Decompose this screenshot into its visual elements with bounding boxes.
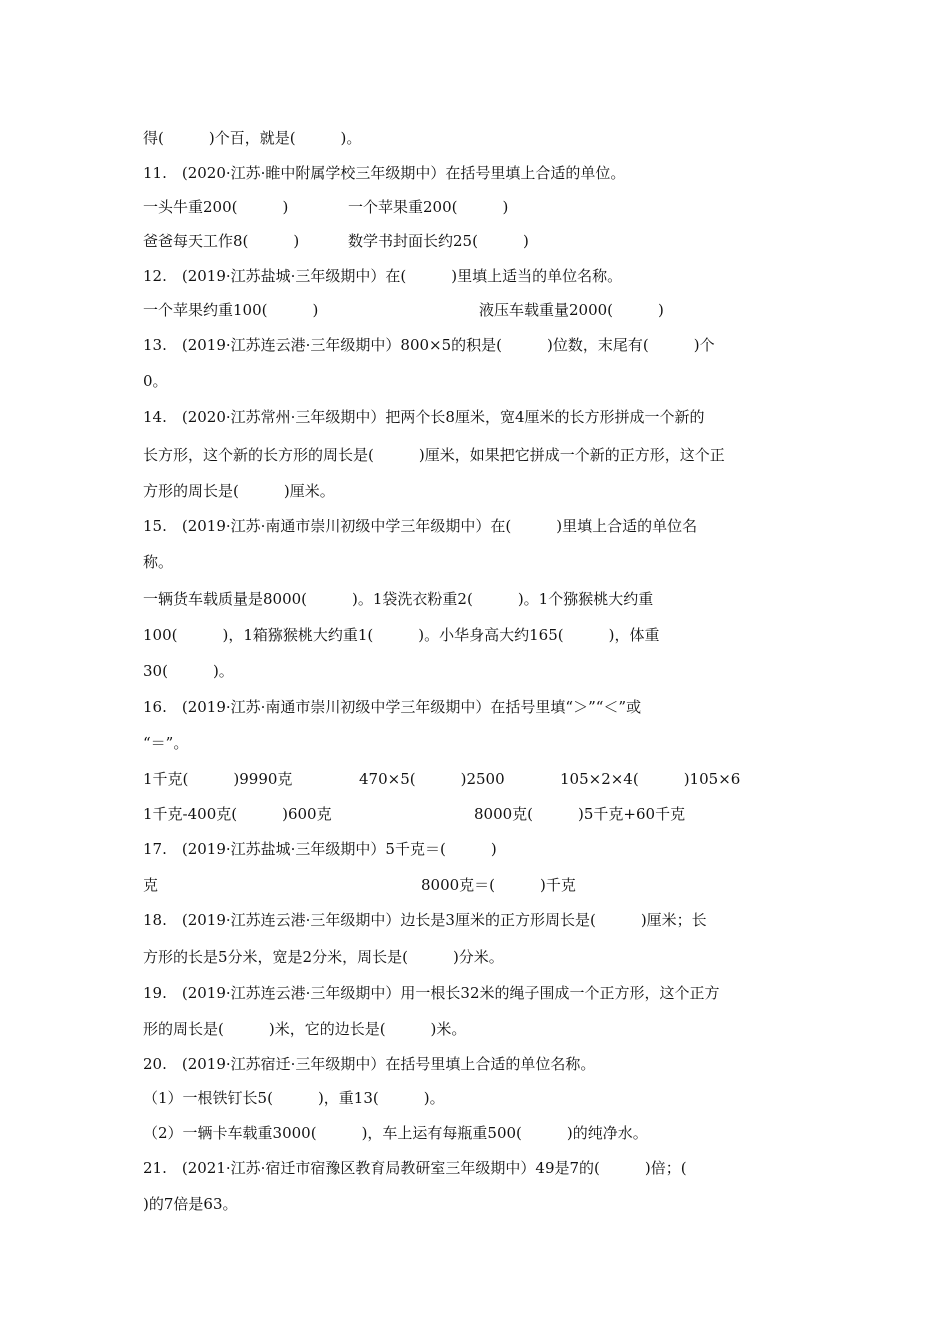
question-21-header: 21. (2021·江苏·宿迁市宿豫区教育局教研室三年级期中）49是7的( )倍；( [143,1159,687,1177]
question-12-header: 12. (2019·江苏盐城·三年级期中）在( )里填上适当的单位名称。 [143,267,623,285]
text-line: 称。 [143,553,174,571]
text-line: 470×5( )2500 [359,770,505,788]
text-line: 105×2×4( )105×6 [560,770,741,788]
text-line: 1千克-400克( )600克 [143,805,332,823]
question-17-header: 17. (2019·江苏盐城·三年级期中）5千克＝( ) [143,840,497,858]
text-line: 数学书封面长约25( ) [348,232,529,250]
question-19-header: 19. (2019·江苏连云港·三年级期中）用一根长32米的绳子围成一个正方形，这个正方 [143,984,720,1002]
text-line: “＝”。 [143,734,189,752]
question-15-header: 15. (2019·江苏·南通市崇川初级中学三年级期中）在( )里填上合适的单位名 [143,517,698,535]
text-line: 液压车载重量2000( ) [479,301,664,319]
text-line: 8000克( )5千克+60千克 [474,805,686,823]
text-line: 形的周长是( )米，它的边长是( )米。 [143,1020,467,1038]
text-line: 方形的长是5分米，宽是2分米，周长是( )分米。 [143,948,504,966]
text-line: （1）一根铁钉长5( )，重13( )。 [143,1089,445,1107]
text-line: 30( )。 [143,662,234,680]
question-18-header: 18. (2019·江苏连云港·三年级期中）边长是3厘米的正方形周长是( )厘米；长 [143,911,707,929]
text-line: 一个苹果约重100( ) [143,301,319,319]
text-line: 100( )，1箱猕猴桃大约重1( )。小华身高大约165( )，体重 [143,626,660,644]
question-13-header: 13. (2019·江苏连云港·三年级期中）800×5的积是( )位数，末尾有( )个 [143,336,715,354]
text-line: 一头牛重200( ) [143,198,289,216]
text-line: )的7倍是63。 [143,1195,238,1213]
text-line: 长方形，这个新的长方形的周长是( )厘米，如果把它拼成一个新的正方形，这个正 [143,446,725,464]
text-line: 0。 [143,372,168,390]
text-line: 得( )个百，就是( )。 [143,129,362,147]
question-20-header: 20. (2019·江苏宿迁·三年级期中）在括号里填上合适的单位名称。 [143,1055,596,1073]
text-line: 爸爸每天工作8( ) [143,232,300,250]
text-line: 8000克＝( )千克 [421,876,576,894]
question-16-header: 16. (2019·江苏·南通市崇川初级中学三年级期中）在括号里填“＞”“＜”或 [143,698,642,716]
text-line: 克 [143,876,159,894]
text-line: 一辆货车载质量是8000( )。1袋洗衣粉重2( )。1个猕猴桃大约重 [143,590,654,608]
question-14-header: 14. (2020·江苏常州·三年级期中）把两个长8厘米，宽4厘米的长方形拼成一个新的 [143,408,705,426]
text-line: （2）一辆卡车载重3000( )，车上运有每瓶重500( )的纯净水。 [143,1124,648,1142]
text-line: 方形的周长是( )厘米。 [143,482,335,500]
text-line: 一个苹果重200( ) [348,198,509,216]
text-line: 1千克( )9990克 [143,770,293,788]
question-11-header: 11. (2020·江苏·睢中附属学校三年级期中）在括号里填上合适的单位。 [143,164,626,182]
